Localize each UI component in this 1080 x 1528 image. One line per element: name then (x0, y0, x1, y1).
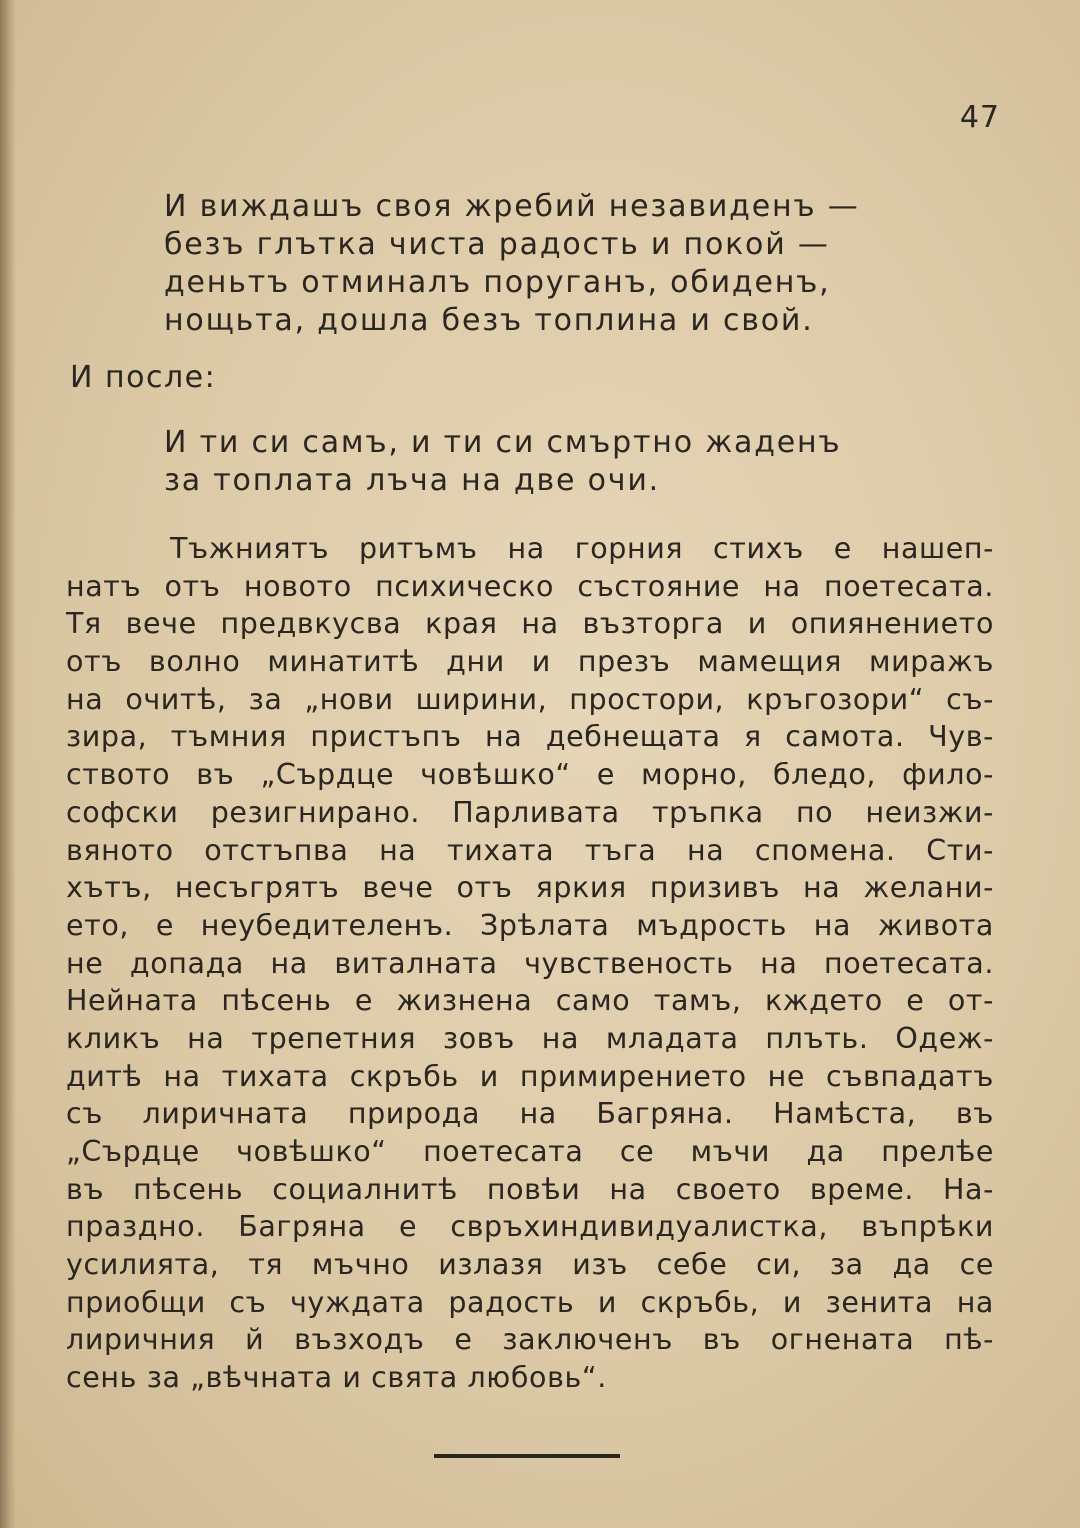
body-paragraph (66, 530, 994, 1397)
binding-edge (0, 0, 16, 1528)
poem-line: И виждашъ своя жребий незавиденъ — (164, 189, 860, 224)
section-end-rule (434, 1454, 620, 1458)
paragraph-line: праздно. Багряна е свръхиндивидуалистка, въпрѣки (66, 1210, 994, 1244)
paragraph-line: Нейната пѣсень е жизнена само тамъ, кждето е от- (66, 984, 994, 1018)
poem-line: деньтъ отминалъ поруганъ, обиденъ, (164, 265, 831, 300)
paragraph-line: „Сърдце човѣшко“ поетесата се мъчи да прелѣе (66, 1135, 994, 1168)
page-number: 47 (959, 100, 1000, 135)
paragraph-line: натъ отъ новото психическо състояние на поетесата. (66, 569, 994, 603)
paragraph-line: съ лиричната природа на Багряна. Намѣста, въ (66, 1097, 994, 1131)
paragraph-line: лиричния й възходъ е заключенъ въ огнената пѣ- (66, 1323, 994, 1357)
paragraph-line: въ пѣсень социалнитѣ повѣи на своето време. На- (66, 1172, 994, 1206)
paragraph-line: не допада на виталната чувственость на поетесата. (66, 946, 994, 980)
paragraph-line: кликъ на трепетния зовъ на младата плъть. Одеж- (66, 1021, 994, 1055)
paragraph-line: дитѣ на тихата скръбь и примирението не съвпадатъ (66, 1059, 994, 1093)
poem-line: нощьта, дошла безъ топлина и свой. (164, 303, 814, 338)
paragraph-line: Тъжниятъ ритъмъ на горния стихъ е нашеп- (170, 532, 994, 565)
poem-line: за топлата лъча на две очи. (164, 463, 660, 498)
paragraph-line: отъ волно минатитѣ дни и презъ мамещия миражъ (66, 645, 994, 679)
paragraph-line: ството въ „Сърдце човѣшко“ е морно, бледо, фило- (66, 758, 994, 792)
paragraph-line: софски резигнирано. Парливата тръпка по неизжи- (66, 795, 994, 829)
paragraph-line: приобщи съ чуждата радость и скръбь, и зенита на (66, 1285, 994, 1319)
paragraph-line: вяното отстъпва на тихата тъга на спомена. Сти- (66, 833, 994, 867)
paragraph-line: зира, тъмния пристъпъ на дебнещата я самота. Чув- (66, 720, 994, 754)
paragraph-line: сень за „вѣчната и свята любовь“. (66, 1361, 607, 1395)
poem-stanza-1 (164, 188, 860, 340)
paragraph-line: хътъ, несъгрятъ вече отъ яркия призивъ на желани- (66, 871, 994, 905)
paragraph-line: на очитѣ, за „нови ширини, простори, кръгозори“ съ- (66, 682, 994, 716)
poem-stanza-2 (164, 424, 841, 500)
poem-line: И ти си самъ, и ти си смъртно жаденъ (164, 425, 842, 460)
paragraph-line: ето, е неубедителенъ. Зрѣлата мъдрость на живота (66, 908, 994, 942)
paragraph-line: Тя вече предвкусва края на възторга и опиянението (66, 607, 994, 641)
paragraph-line: усилията, тя мъчно излазя изъ себе си, за да се (66, 1248, 994, 1282)
poem-line: безъ глътка чиста радость и покой — (164, 227, 830, 262)
intro-text: И после: (70, 360, 217, 395)
